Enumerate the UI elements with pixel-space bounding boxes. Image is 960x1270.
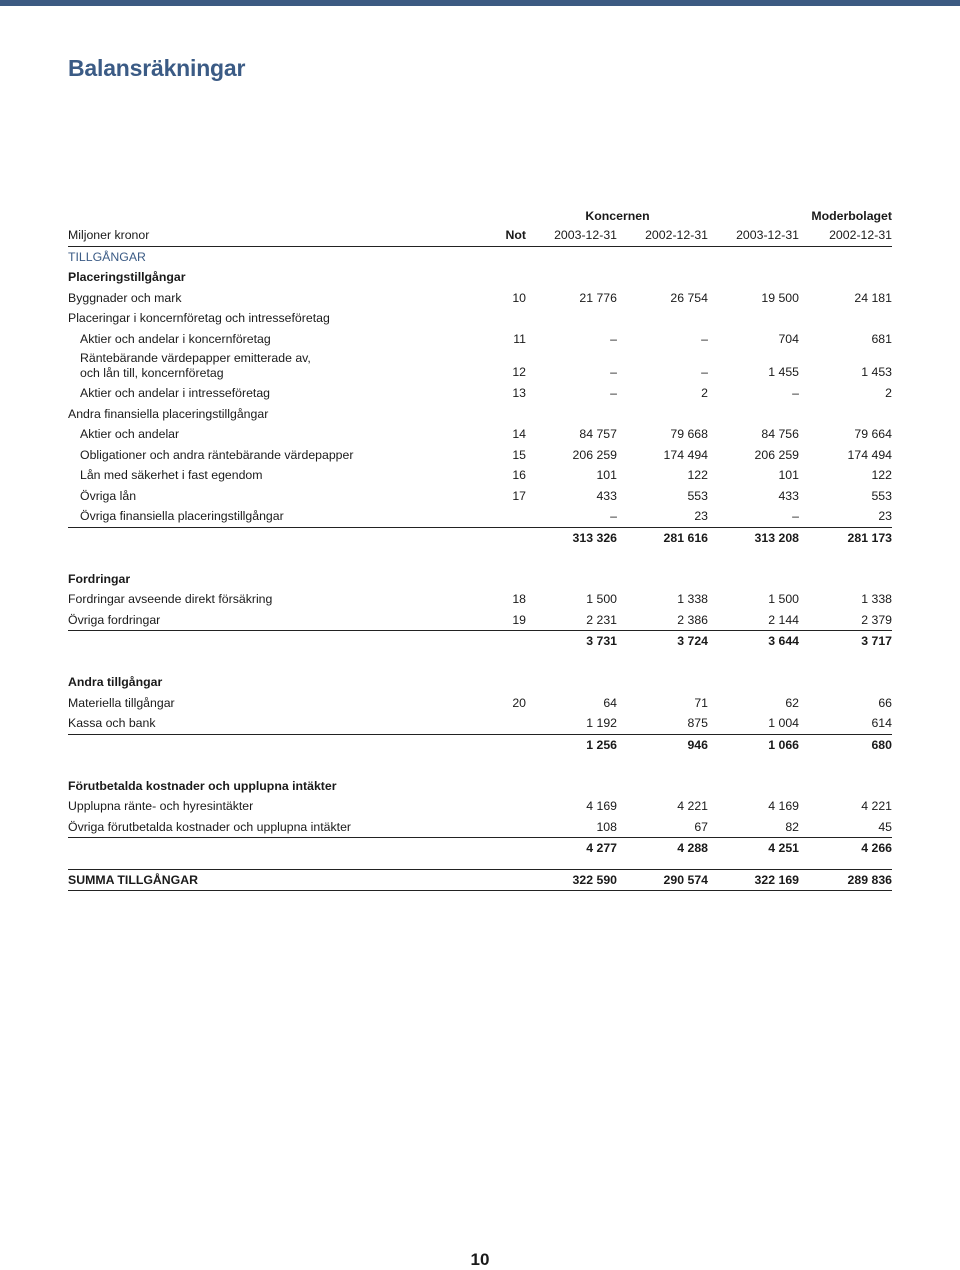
cell-m1: 1 500 (768, 592, 799, 606)
row-label: Aktier och andelar (80, 427, 180, 441)
cell-m1: 1 066 (768, 737, 799, 752)
cell-m1: 82 (785, 819, 799, 834)
cell-m1: 206 259 (754, 447, 799, 462)
cell-k1: 1 256 (586, 737, 617, 752)
table-row (68, 610, 892, 632)
spacer (68, 859, 892, 869)
row-label: SUMMA TILLGÅNGAR (68, 872, 199, 887)
cell-k2: 3 724 (677, 634, 708, 648)
cell-not: 19 (512, 612, 526, 627)
subheading-row (68, 569, 892, 590)
table-row (68, 817, 892, 839)
col-m2-header: 2002-12-31 (829, 228, 892, 242)
table-row (68, 288, 892, 309)
cell-m2: 23 (878, 509, 892, 523)
col-m1-header: 2003-12-31 (736, 228, 799, 242)
col-not-header: Not (505, 228, 526, 242)
group-moderbolaget: Moderbolaget (811, 209, 892, 223)
andra-fin-heading: Andra finansiella placeringstillgångar (68, 406, 269, 421)
cell-m2: 24 181 (854, 290, 892, 305)
cell-k1: 4 169 (586, 799, 617, 813)
cell-k1: 433 (596, 488, 617, 503)
cell-k2: 79 668 (670, 427, 708, 441)
grand-total-row (68, 869, 892, 892)
cell-k2: 875 (687, 716, 708, 730)
top-accent-bar (0, 0, 960, 6)
table-row (68, 349, 892, 383)
table-row (68, 693, 892, 714)
subtotal-row (68, 631, 892, 652)
cell-not: 13 (512, 386, 526, 400)
cell-m1: 704 (778, 331, 799, 346)
table-row (68, 506, 892, 528)
cell-k2: 553 (687, 488, 708, 503)
cell-m2: 79 664 (854, 427, 892, 441)
cell-not: 15 (512, 447, 526, 462)
cell-m2: 614 (871, 716, 892, 730)
cell-k2: 946 (687, 737, 708, 752)
row-label-line2: och lån till, koncernföretag (80, 365, 224, 380)
cell-m2: 2 (885, 386, 892, 400)
cell-k2: 67 (694, 819, 708, 834)
page-title: Balansräkningar (68, 55, 246, 81)
subheading-row (68, 404, 892, 425)
cell-k1: 2 231 (586, 612, 617, 627)
subheading-row (68, 672, 892, 693)
cell-k2: 4 288 (677, 841, 708, 855)
cell-m1: 2 144 (768, 612, 799, 627)
cell-m2: 66 (878, 695, 892, 710)
row-label: Byggnader och mark (68, 290, 182, 305)
cell-m2: 553 (871, 488, 892, 503)
spacer (68, 652, 892, 673)
cell-k2: 174 494 (663, 447, 708, 462)
cell-not: 16 (512, 468, 526, 482)
cell-m2: 3 717 (861, 634, 892, 648)
cell-m1: 84 756 (761, 427, 799, 441)
cell-k2: 122 (687, 468, 708, 482)
cell-k2: 281 616 (663, 530, 708, 545)
cell-not: 11 (513, 331, 526, 346)
row-label: Obligationer och andra räntebärande värdepapper (80, 447, 354, 462)
cell-k1: – (610, 365, 617, 379)
cell-k2: 23 (694, 509, 708, 523)
row-label: Övriga fordringar (68, 612, 161, 627)
cell-m1: 313 208 (754, 530, 799, 545)
cell-k1: 1 192 (586, 716, 617, 730)
cell-m2: 1 453 (861, 365, 892, 379)
table-row (68, 796, 892, 817)
spacer (68, 755, 892, 776)
cell-m1: 4 251 (768, 841, 799, 855)
cell-k1: 322 590 (572, 872, 617, 887)
table-row (68, 589, 892, 610)
cell-not: 18 (512, 592, 526, 606)
row-label: Övriga lån (80, 488, 137, 503)
cell-k1: – (610, 386, 617, 400)
placering-koncern-heading: Placeringar i koncernföretag och intresseföretag (68, 311, 330, 325)
table-row (68, 713, 892, 735)
cell-m1: 4 169 (768, 799, 799, 813)
cell-m2: 281 173 (847, 530, 892, 545)
column-header (68, 225, 892, 247)
col-k1-header: 2003-12-31 (554, 228, 617, 242)
row-label: Övriga finansiella placeringstillgångar (80, 509, 284, 523)
page-number: 10 (470, 1250, 490, 1269)
table-row (68, 424, 892, 445)
cell-m1: 3 644 (768, 634, 799, 648)
row-label-line1: Räntebärande värdepapper emitterade av, (80, 351, 311, 365)
cell-m2: 289 836 (847, 872, 892, 887)
cell-m2: 174 494 (847, 447, 892, 462)
cell-m2: 680 (871, 737, 892, 752)
cell-k1: 64 (603, 695, 617, 710)
cell-m2: 122 (871, 468, 892, 482)
andra-tillgangar-heading: Andra tillgångar (68, 675, 163, 689)
row-label (80, 351, 311, 380)
cell-m2: 681 (871, 331, 892, 346)
cell-k1: 3 731 (586, 634, 617, 648)
cell-k1: 4 277 (586, 841, 617, 855)
subtotal-row (68, 735, 892, 756)
table-row (68, 486, 892, 507)
cell-k2: 26 754 (670, 290, 708, 305)
cell-m1: 1 455 (768, 365, 799, 379)
cell-not: 12 (512, 365, 526, 379)
row-label: Övriga förutbetalda kostnader och upplupna intäkter (68, 819, 352, 834)
cell-m1: 62 (785, 695, 799, 710)
table-row (68, 329, 892, 350)
cell-k2: 2 386 (677, 612, 708, 627)
col-k2-header: 2002-12-31 (645, 228, 708, 242)
cell-m1: 1 004 (768, 716, 799, 730)
subheading-row (68, 267, 892, 288)
subheading-row (68, 776, 892, 797)
cell-m1: 19 500 (761, 290, 799, 305)
section-tillgangar: TILLGÅNGAR (68, 249, 146, 264)
subtotal-row (68, 528, 892, 549)
cell-m2: 4 266 (861, 841, 892, 855)
cell-not: 14 (512, 427, 526, 441)
cell-k1: 101 (596, 468, 617, 482)
cell-k1: 1 500 (586, 592, 617, 606)
forutbetalda-heading: Förutbetalda kostnader och upplupna intäkter (68, 778, 337, 793)
section-heading-row (68, 247, 892, 268)
row-label: Aktier och andelar i koncernföretag (80, 331, 271, 346)
cell-k1: 21 776 (579, 290, 617, 305)
cell-k1: 84 757 (579, 427, 617, 441)
placering-heading: Placeringstillgångar (68, 270, 186, 284)
cell-not: 17 (512, 488, 526, 503)
cell-m2: 45 (878, 819, 892, 834)
cell-m2: 4 221 (861, 799, 892, 813)
group-koncernen: Koncernen (585, 209, 650, 223)
row-label: Fordringar avseende direkt försäkring (68, 592, 273, 606)
table-row (68, 383, 892, 404)
cell-m1: – (792, 509, 799, 523)
cell-not: 10 (512, 290, 526, 305)
table-row (68, 465, 892, 486)
col-label-header: Miljoner kronor (68, 228, 150, 242)
cell-k1: – (610, 331, 617, 346)
cell-m1: 101 (778, 468, 799, 482)
cell-k2: 290 574 (663, 872, 708, 887)
fordringar-heading: Fordringar (68, 571, 131, 586)
subheading-row (68, 308, 892, 329)
cell-k2: – (701, 331, 708, 346)
subtotal-row (68, 838, 892, 859)
balance-sheet-table (68, 207, 892, 891)
cell-k2: 1 338 (677, 592, 708, 606)
cell-k1: 108 (596, 819, 617, 834)
table-row (68, 445, 892, 466)
cell-m1: 322 169 (754, 872, 799, 887)
row-label: Upplupna ränte- och hyresintäkter (68, 799, 254, 813)
cell-k2: – (701, 365, 708, 379)
cell-k2: 2 (701, 386, 708, 400)
cell-k2: 4 221 (677, 799, 708, 813)
row-label: Kassa och bank (68, 716, 156, 730)
cell-m2: 1 338 (861, 592, 892, 606)
cell-m2: 2 379 (861, 612, 892, 627)
cell-k1: 206 259 (572, 447, 617, 462)
cell-not: 20 (512, 695, 526, 710)
cell-m1: 433 (778, 488, 799, 503)
row-label: Aktier och andelar i intresseföretag (80, 386, 271, 400)
row-label: Lån med säkerhet i fast egendom (80, 468, 263, 482)
spacer (68, 548, 892, 569)
column-group-header (68, 207, 892, 225)
cell-m1: – (792, 386, 799, 400)
row-label: Materiella tillgångar (68, 695, 175, 710)
cell-k1: – (610, 509, 617, 523)
cell-k2: 71 (694, 695, 708, 710)
cell-k1: 313 326 (572, 530, 617, 545)
